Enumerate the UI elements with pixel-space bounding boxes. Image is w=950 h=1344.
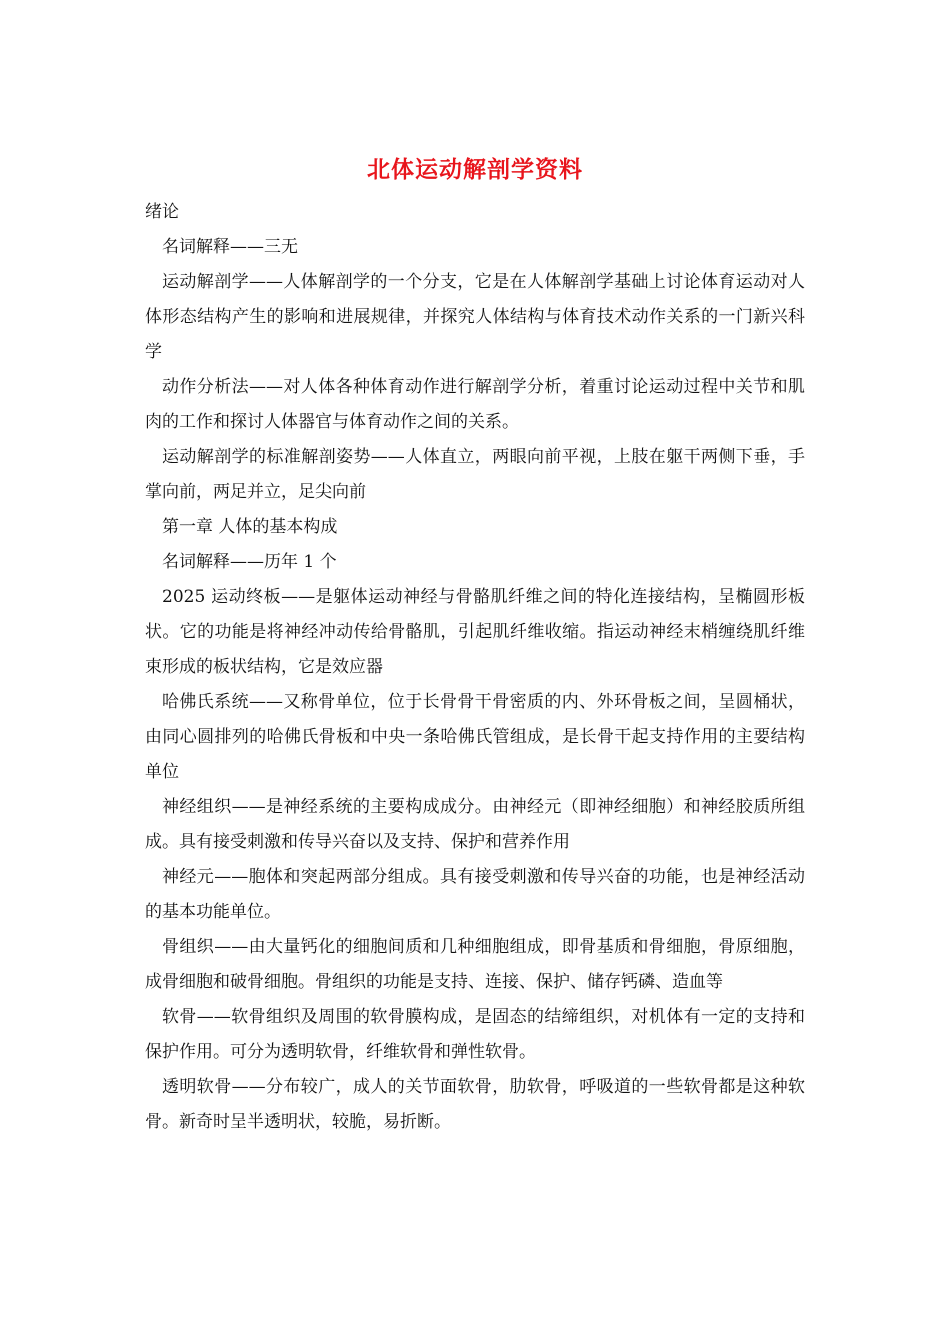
document-body — [145, 195, 805, 1140]
paragraph-anatomical-position: 运动解剖学的标准解剖姿势——人体直立，两眼向前平视，上肢在躯干两侧下垂，手掌向前，两足并立，足尖向前 — [145, 447, 805, 502]
paragraph-haversian-system: 哈佛氏系统——又称骨单位，位于长骨骨干骨密质的内、外环骨板之间，呈圆桶状，由同心圆排列的哈佛氏骨板和中央一条哈佛氏管组成，是长骨干起支持作用的主要结构单位 — [145, 692, 805, 782]
paragraph-motion-analysis: 动作分析法——对人体各种体育动作进行解剖学分析，着重讨论运动过程中关节和肌肉的工作和探讨人体器官与体育动作之间的关系。 — [145, 377, 805, 432]
paragraph-sports-anatomy: 运动解剖学——人体解剖学的一个分支，它是在人体解剖学基础上讨论体育运动对人体形态结构产生的影响和进展规律，并探究人体结构与体育技术动作关系的一门新兴科学 — [145, 272, 805, 362]
document-title: 北体运动解剖学资料 — [367, 156, 583, 183]
paragraph-bone-tissue: 骨组织——由大量钙化的细胞间质和几种细胞组成，即骨基质和骨细胞，骨原细胞，成骨细胞和破骨细胞。骨组织的功能是支持、连接、保护、储存钙磷、造血等 — [145, 937, 805, 992]
paragraph-motor-end-plate: 2025 运动终板——是躯体运动神经与骨骼肌纤维之间的特化连接结构，呈椭圆形板状。它的功能是将神经冲动传给骨骼肌，引起肌纤维收缩。指运动神经末梢缠绕肌纤维束形成的板状结构，它是效应器 — [145, 587, 805, 677]
section-heading-intro: 绪论 — [145, 202, 179, 222]
subheading-terms-chapter-1: 名词解释——历年 1 个 — [162, 552, 337, 572]
subheading-terms-intro: 名词解释——三无 — [162, 237, 298, 257]
paragraph-nervous-tissue: 神经组织——是神经系统的主要构成成分。由神经元（即神经细胞）和神经胶质所组成。具有接受刺激和传导兴奋以及支持、保护和营养作用 — [145, 797, 805, 852]
paragraph-hyaline-cartilage: 透明软骨——分布较广，成人的关节面软骨，肋软骨，呼吸道的一些软骨都是这种软骨。新奇时呈半透明状，较脆，易折断。 — [145, 1077, 805, 1132]
paragraph-neuron: 神经元——胞体和突起两部分组成。具有接受刺激和传导兴奋的功能，也是神经活动的基本功能单位。 — [145, 867, 805, 922]
chapter-heading-1: 第一章 人体的基本构成 — [162, 517, 338, 537]
paragraph-cartilage: 软骨——软骨组织及周围的软骨膜构成，是固态的结缔组织，对机体有一定的支持和保护作用。可分为透明软骨，纤维软骨和弹性软骨。 — [145, 1007, 805, 1062]
